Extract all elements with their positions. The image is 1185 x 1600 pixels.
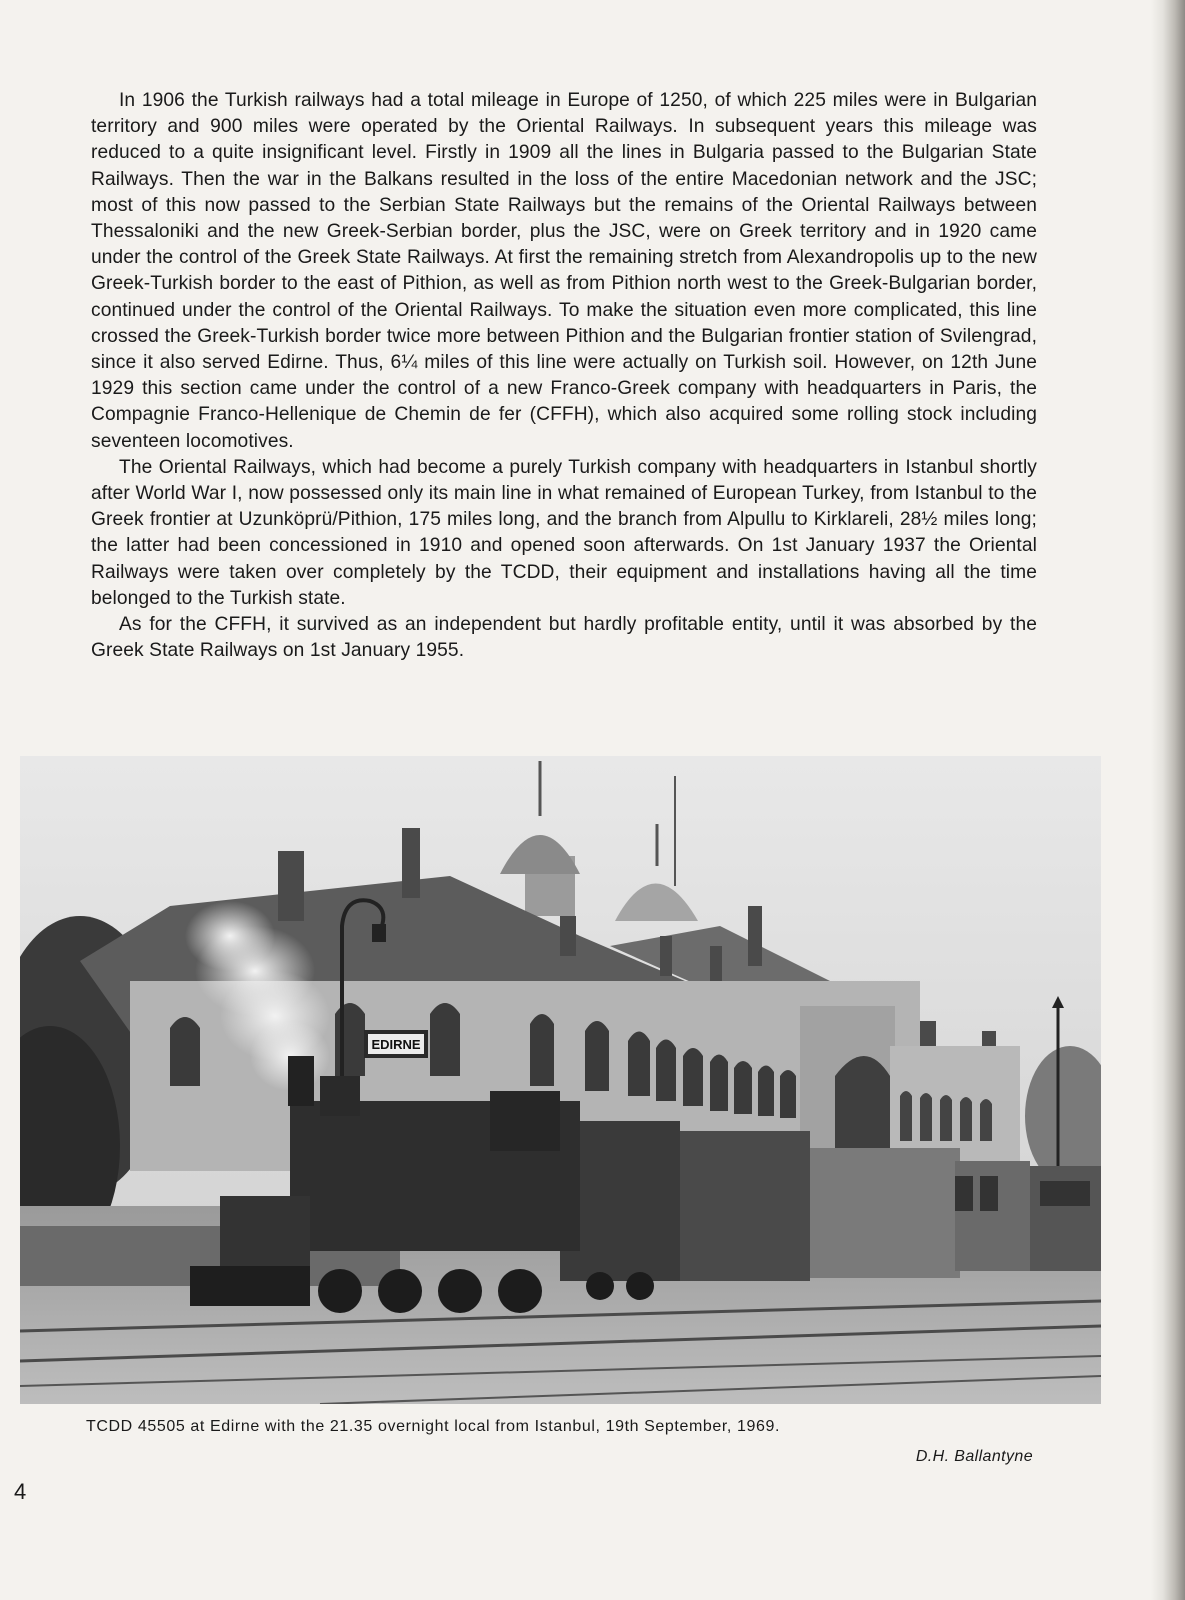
page-edge-shadow: [1151, 0, 1185, 1600]
article-body: [91, 88, 1037, 664]
paragraph-2: The Oriental Railways, which had become a purely Turkish company with headquarters in Istanbul shortly after World War I, now possessed only its main line in what remained of European Turkey, from Istanbul to the Greek frontier at Uzunköprü/Pithion, 175 miles long, and the branch from Alpullu to Kirklareli, 28½ miles long; the latter had been concessioned in 1910 and opened soon afterwards. On 1st January 1937 the Oriental Railways were taken over completely by the TCDD, their equipment and installations having all the time belonged to the Turkish state.: [91, 456, 1037, 609]
page-number: 4: [14, 1479, 27, 1504]
station-photograph: [20, 756, 1101, 1404]
paragraph-1: In 1906 the Turkish railways had a total mileage in Europe of 1250, of which 225 miles were in Bulgarian territory and 900 miles were operated by the Oriental Railways. In subsequent years this mileage was reduced to a quite insignificant level. Firstly in 1909 all the lines in Bulgaria passed to the Bulgarian State Railways. Then the war in the Balkans resulted in the loss of the entire Macedonian network and the JSC; most of this now passed to the Serbian State Railways but the remains of the Oriental Railways between Thessaloniki and the new Greek-Serbian border, plus the JSC, were on Greek territory and in 1920 came under the control of the Greek State Railways. At first the remaining stretch from Alexandropolis up to the new Greek-Turkish border to the east of Pithion, as well as from Pithion north west to the Greek-Bulgarian border, continued under the control of the Oriental Railways. To make the situation even more complicated, this line crossed the Greek-Turkish border twice more between Pithion and the Bulgarian frontier station of Svilengrad, since it also served Edirne. Thus, 6¼ miles of this line were actually on Turkish soil. However, on 12th June 1929 this section came under the control of a new Franco-Greek company with headquarters in Paris, the Compagnie Franco-Hellenique de Chemin de fer (CFFH), which also acquired some rolling stock including seventeen locomotives.: [91, 90, 1037, 452]
photo-caption: TCDD 45505 at Edirne with the 21.35 overnight local from Istanbul, 19th September, 1969.: [86, 1418, 781, 1435]
photo-credit: D.H. Ballantyne: [915, 1448, 1033, 1465]
paragraph-3: As for the CFFH, it survived as an independent but hardly profitable entity, until it was absorbed by the Greek State Railways on 1st January 1955.: [91, 614, 1037, 662]
station-name-sign: EDIRNE: [371, 1037, 421, 1052]
